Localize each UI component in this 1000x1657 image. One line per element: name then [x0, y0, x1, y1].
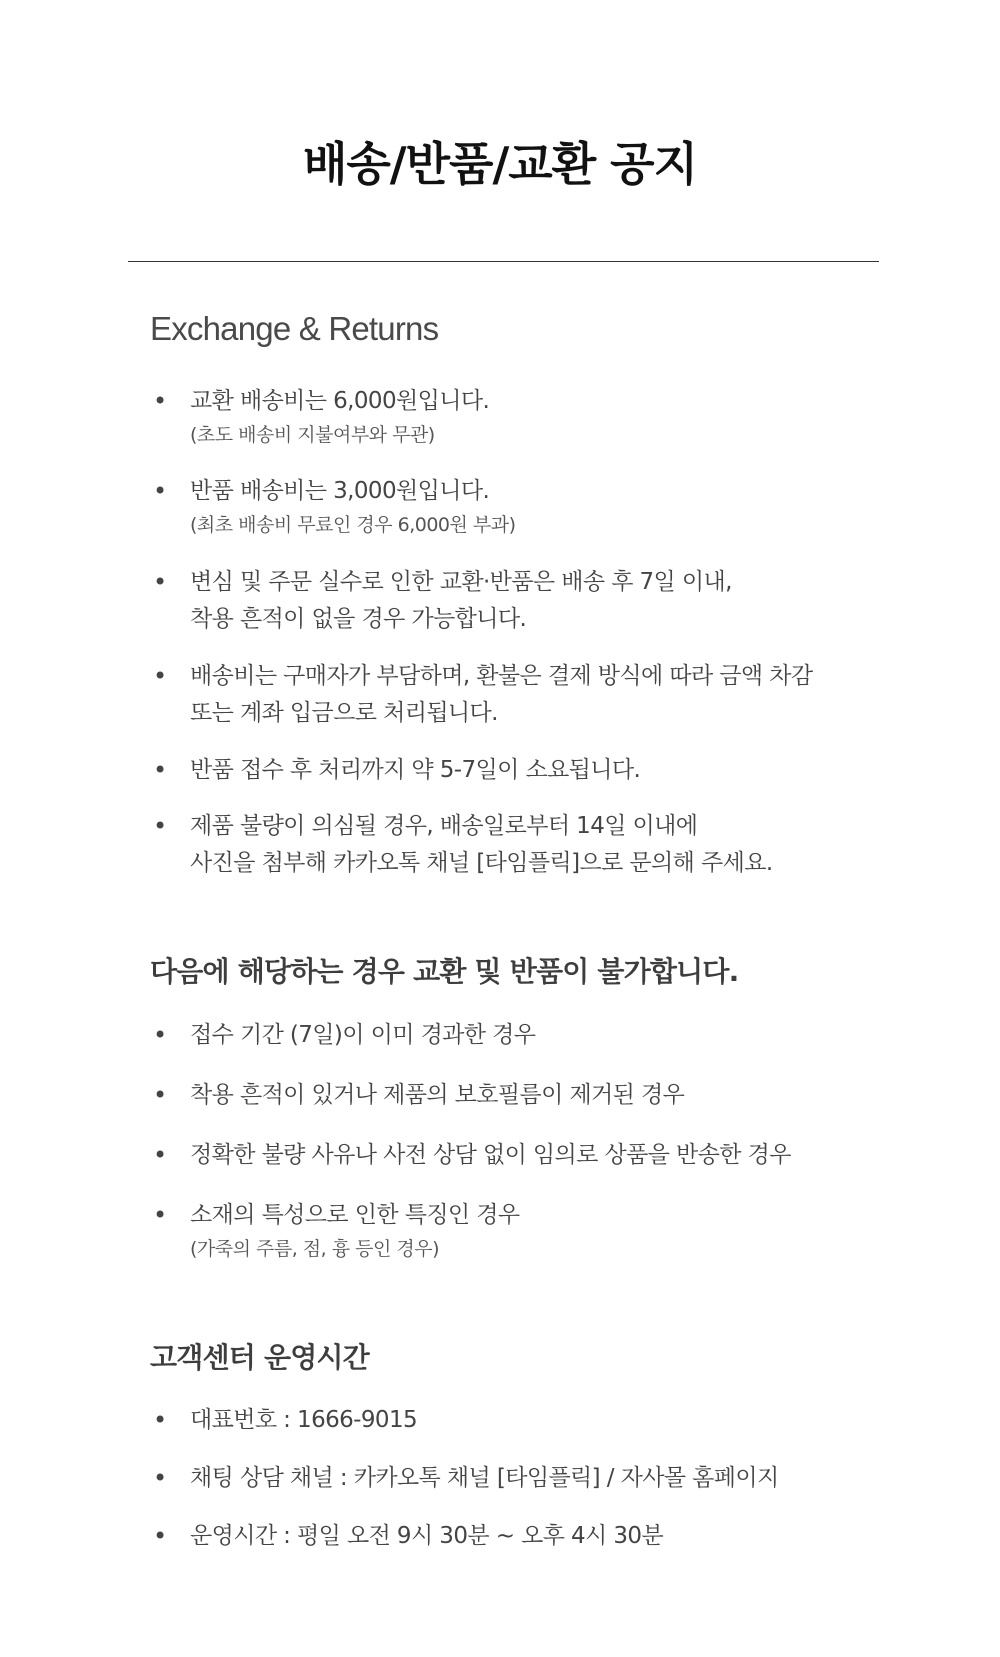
item-note: (가죽의 주름, 점, 흉 등인 경우) — [190, 1238, 439, 1260]
item-text: 사진을 첨부해 카카오톡 채널 [타임플릭]으로 문의해 주세요. — [190, 850, 773, 876]
list-item — [150, 1518, 930, 1576]
bullet-icon: • — [153, 477, 168, 505]
list-item — [150, 808, 930, 882]
bullet-icon: • — [153, 662, 168, 690]
list-item — [150, 1402, 930, 1460]
item-text: 변심 및 주문 실수로 인한 교환·반품은 배송 후 7일 이내, — [190, 569, 732, 595]
unavailable-cases-list — [150, 1017, 930, 1264]
list-item — [150, 1197, 930, 1264]
chat-channel-text: 채팅 상담 채널 : 카카오톡 채널 [타임플릭] / 자사몰 홈페이지 — [190, 1465, 779, 1491]
list-item — [150, 473, 930, 564]
item-text: 배송비는 구매자가 부담하며, 환불은 결제 방식에 따라 금액 차감 — [190, 663, 813, 689]
list-item — [150, 564, 930, 658]
item-text: 착용 흔적이 있거나 제품의 보호필름이 제거된 경우 — [190, 1082, 685, 1108]
item-text: 교환 배송비는 6,000원입니다. — [190, 388, 490, 414]
bullet-icon: • — [153, 568, 168, 596]
list-item — [150, 752, 930, 808]
phone-number-text: 대표번호 : 1666-9015 — [190, 1407, 418, 1433]
customer-service-heading: 고객센터 운영시간 — [150, 1341, 369, 1374]
item-note: (초도 배송비 지불여부와 무관) — [190, 424, 435, 446]
bullet-icon: • — [153, 1141, 168, 1169]
bullet-icon: • — [153, 1522, 168, 1550]
bullet-icon: • — [153, 1081, 168, 1109]
unavailable-cases-heading: 다음에 해당하는 경우 교환 및 반품이 불가합니다. — [150, 955, 739, 988]
item-note: (최초 배송비 무료인 경우 6,000원 부과) — [190, 514, 516, 536]
item-text: 착용 흔적이 없을 경우 가능합니다. — [190, 606, 527, 632]
bullet-icon: • — [153, 387, 168, 415]
item-text: 제품 불량이 의심될 경우, 배송일로부터 14일 이내에 — [190, 813, 698, 839]
list-item — [150, 1017, 930, 1077]
list-item — [150, 1137, 930, 1197]
list-item — [150, 1460, 930, 1518]
bullet-icon: • — [153, 1021, 168, 1049]
bullet-icon: • — [153, 1201, 168, 1229]
page-title: 배송/반품/교환 공지 — [302, 137, 698, 191]
item-text: 정확한 불량 사유나 사전 상담 없이 임의로 상품을 반송한 경우 — [190, 1142, 791, 1168]
item-text: 접수 기간 (7일)이 이미 경과한 경우 — [190, 1022, 536, 1048]
bullet-icon: • — [153, 812, 168, 840]
list-item — [150, 658, 930, 752]
item-text: 반품 접수 후 처리까지 약 5-7일이 소요됩니다. — [190, 757, 641, 783]
operating-hours-text: 운영시간 : 평일 오전 9시 30분 ~ 오후 4시 30분 — [190, 1523, 664, 1549]
customer-service-list — [150, 1402, 930, 1576]
item-text: 또는 계좌 입금으로 처리됩니다. — [190, 700, 498, 726]
bullet-icon: • — [153, 1406, 168, 1434]
item-text: 소재의 특성으로 인한 특징인 경우 — [190, 1202, 520, 1228]
title-divider — [128, 261, 879, 262]
bullet-icon: • — [153, 756, 168, 784]
item-text: 반품 배송비는 3,000원입니다. — [190, 478, 490, 504]
list-item — [150, 1077, 930, 1137]
bullet-icon: • — [153, 1464, 168, 1492]
list-item — [150, 383, 930, 473]
exchange-returns-heading: Exchange & Returns — [150, 310, 439, 347]
exchange-returns-list — [150, 383, 930, 882]
